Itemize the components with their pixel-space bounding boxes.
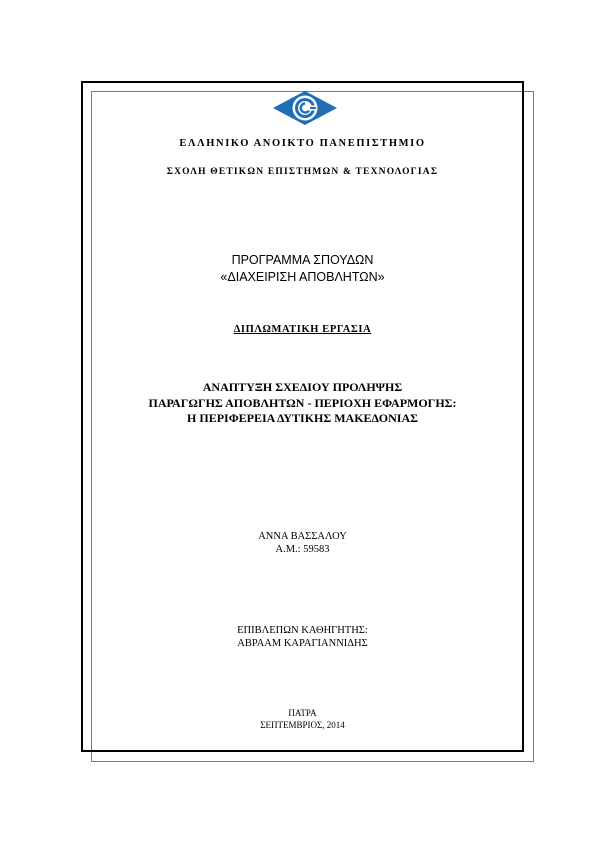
program-name: «ΔΙΑΧΕΙΡΙΣΗ ΑΠΟΒΛΗΤΩΝ» [220, 270, 385, 284]
author-name: ΑΝΝΑ ΒΑΣΣΑΛΟΥ [258, 531, 347, 542]
program-label: ΠΡΟΓΡΑΜΜΑ ΣΠΟΥΔΩΝ [231, 253, 374, 267]
document-type: ΔΙΠΛΩΜΑΤΙΚΗ ΕΡΓΑΣΙΑ [233, 324, 372, 335]
footer-block [81, 707, 524, 731]
date: ΣΕΠΤΕΜΒΡΙΟΣ, 2014 [260, 720, 345, 730]
thesis-title [81, 380, 524, 427]
study-program [81, 252, 524, 286]
title-line-2: ΠΑΡΑΓΩΓΗΣ ΑΠΟΒΛΗΤΩΝ - ΠΕΡΙΟΧΗ ΕΦΑΡΜΟΓΗΣ: [148, 395, 457, 410]
school-name: ΣΧΟΛΗ ΘΕΤΙΚΩΝ ΕΠΙΣΤΗΜΩΝ & ΤΕΧΝΟΛΟΓΙΑΣ [166, 167, 439, 177]
student-id: Α.Μ.: 59583 [275, 544, 330, 555]
title-line-3: Η ΠΕΡΙΦΕΡΕΙΑ ΔΥΤΙΚΗΣ ΜΑΚΕΔΟΝΙΑΣ [187, 411, 418, 425]
supervisor-label: ΕΠΙΒΛΕΠΩΝ ΚΑΘΗΓΗΤΗΣ: [237, 625, 368, 636]
university-name: ΕΛΛΗΝΙΚΟ ΑΝΟΙΚΤΟ ΠΑΝΕΠΙΣΤΗΜΙΟ [179, 138, 426, 149]
author-block [81, 530, 524, 556]
supervisor-name: ΑΒΡΑΑΜ ΚΑΡΑΓΙΑΝΝΙΔΗΣ [237, 638, 368, 649]
supervisor-block [81, 624, 524, 650]
city: ΠΑΤΡΑ [288, 708, 317, 718]
university-logo-icon [272, 90, 338, 126]
title-line-1: ΑΝΑΠΤΥΞΗ ΣΧΕΔΙΟΥ ΠΡΟΛΗΨΗΣ [202, 380, 403, 394]
